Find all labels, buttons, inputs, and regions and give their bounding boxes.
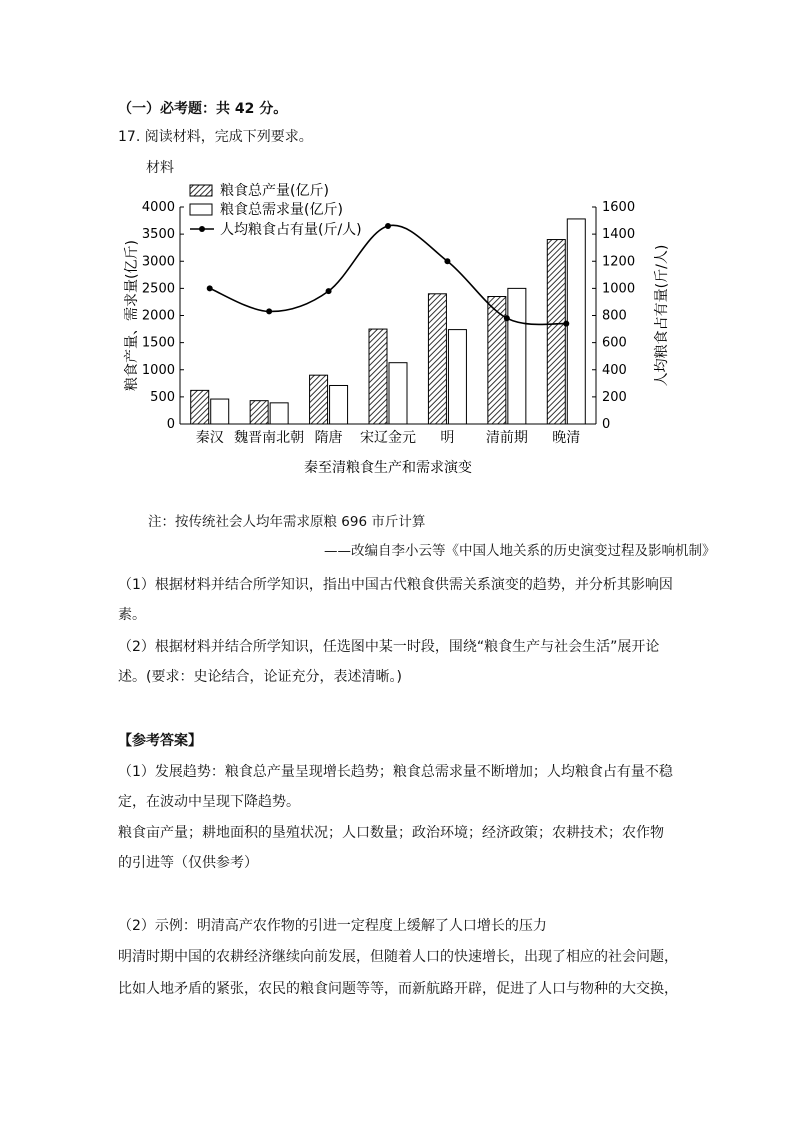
source-citation: ——改编自李小云等《中国人地关系的历史演变过程及影响机制》 xyxy=(324,543,716,559)
legend-swatch-demand xyxy=(190,204,212,215)
right-tick-label: 1200 xyxy=(602,254,636,270)
bar-production xyxy=(547,240,565,424)
bar-demand xyxy=(270,403,288,424)
category-label: 隋唐 xyxy=(314,430,343,446)
category-label: 晚清 xyxy=(552,430,581,446)
bar-demand xyxy=(567,219,585,424)
bar-demand xyxy=(508,288,526,424)
bar-demand xyxy=(448,330,466,424)
chart-title: 秦至清粮食生产和需求演变 xyxy=(304,460,472,476)
left-tick-label: 3000 xyxy=(141,254,175,270)
right-tick-label: 200 xyxy=(602,389,627,405)
per-capita-point xyxy=(326,288,332,294)
bar-production xyxy=(310,375,328,424)
per-capita-point xyxy=(385,223,391,229)
left-tick-label: 3500 xyxy=(141,227,175,243)
left-tick-label: 2500 xyxy=(141,281,175,297)
bar-production xyxy=(428,294,446,424)
question-2-line-1: （2）根据材料并结合所学知识，任选图中某一时段，围绕“粮食生产与社会生活”展开论 xyxy=(118,639,660,655)
chart-note: 注：按传统社会人均年需求原粮 696 市斤计算 xyxy=(148,514,426,530)
right-tick-label: 400 xyxy=(602,362,627,378)
legend-label-production: 粮食总产量(亿斤) xyxy=(220,183,329,199)
bar-production xyxy=(369,329,387,424)
category-label: 宋辽金元 xyxy=(360,430,416,446)
answer-2-line-1: （2）示例：明清高产农作物的引进一定程度上缓解了人口增长的压力 xyxy=(118,918,547,934)
right-tick-label: 0 xyxy=(602,417,611,432)
left-tick-label: 0 xyxy=(166,417,175,432)
left-tick-label: 4000 xyxy=(141,200,175,215)
category-label: 清前期 xyxy=(485,430,528,446)
per-capita-point xyxy=(207,285,213,291)
category-label: 秦汉 xyxy=(195,430,224,446)
left-tick-label: 1000 xyxy=(141,362,175,378)
material-label: 材料 xyxy=(146,160,174,176)
answer-1-line-4: 的引进等（仅供参考） xyxy=(118,855,258,871)
answer-heading: 【参考答案】 xyxy=(118,733,202,749)
question-1-line-1: （1）根据材料并结合所学知识，指出中国古代粮食供需关系演变的趋势，并分析其影响因 xyxy=(118,577,673,593)
right-tick-label: 1400 xyxy=(602,227,636,243)
grain-chart xyxy=(118,175,698,485)
legend-label-per-capita: 人均粮食占有量(斤/人) xyxy=(220,222,362,238)
question-1-line-2: 素。 xyxy=(118,607,146,623)
bar-demand xyxy=(330,385,348,424)
answer-1-line-3: 粮食亩产量；耕地面积的垦殖状况；人口数量；政治环境；经济政策；农耕技术；农作物 xyxy=(118,825,664,841)
category-label: 明 xyxy=(440,430,455,446)
bar-production xyxy=(191,390,209,424)
left-tick-label: 1500 xyxy=(141,335,175,351)
left-tick-label: 2000 xyxy=(141,308,175,324)
legend-swatch-point xyxy=(199,226,205,232)
left-tick-label: 500 xyxy=(150,389,175,405)
right-tick-label: 600 xyxy=(602,335,627,351)
per-capita-point xyxy=(504,315,510,321)
bar-production xyxy=(250,401,268,424)
question-2-line-2: 述。(要求：史论结合，论证充分，表述清晰。) xyxy=(118,669,402,685)
per-capita-point xyxy=(444,258,450,264)
answer-1-line-2: 定，在波动中呈现下降趋势。 xyxy=(118,794,300,810)
answer-2-line-3: 比如人地矛盾的紧张，农民的粮食问题等等，而新航路开辟，促进了人口与物种的大交换， xyxy=(118,981,678,997)
legend-swatch-production xyxy=(190,185,212,196)
section-heading: （一）必考题：共 42 分。 xyxy=(118,101,288,117)
per-capita-point xyxy=(563,321,569,327)
answer-1-line-1: （1）发展趋势：粮食总产量呈现增长趋势；粮食总需求量不断增加；人均粮食占有量不稳 xyxy=(118,764,673,780)
left-axis-title: 粮食产量、需求量(亿斤) xyxy=(124,240,140,391)
category-label: 魏晋南北朝 xyxy=(234,430,305,446)
right-tick-label: 1600 xyxy=(602,200,636,215)
right-tick-label: 800 xyxy=(602,308,627,324)
bar-demand xyxy=(389,363,407,424)
right-tick-label: 1000 xyxy=(602,281,636,297)
per-capita-point xyxy=(266,308,272,314)
answer-2-line-2: 明清时期中国的农耕经济继续向前发展，但随着人口的快速增长，出现了相应的社会问题， xyxy=(118,949,678,965)
legend-label-demand: 粮食总需求量(亿斤) xyxy=(220,202,343,218)
right-axis-title: 人均粮食占有量(斤/人) xyxy=(654,244,670,387)
bar-demand xyxy=(211,399,229,424)
question-intro: 17. 阅读材料，完成下列要求。 xyxy=(118,129,313,145)
